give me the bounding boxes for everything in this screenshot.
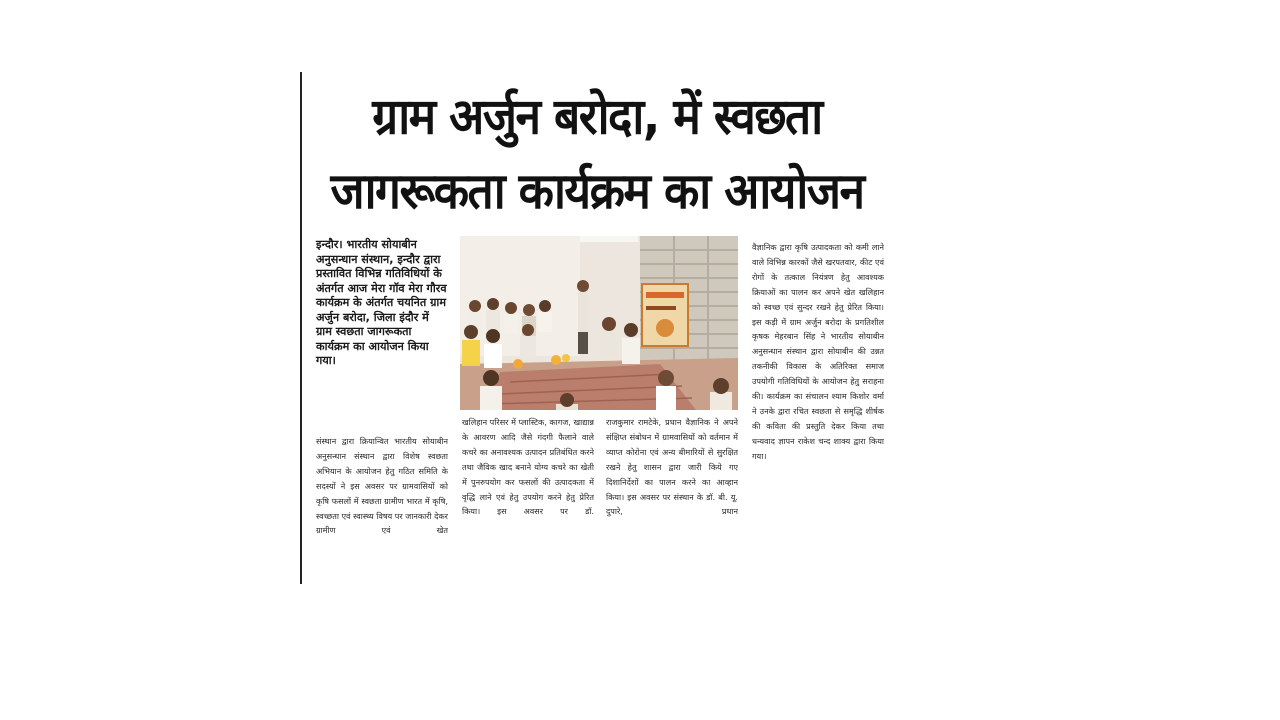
article-column-3 [606, 415, 738, 577]
article-column-2 [462, 415, 594, 577]
article-column-4 [752, 240, 884, 576]
headline-line-2: जागरूकता कार्यक्रम का आयोजन [330, 161, 864, 220]
newspaper-clipping [300, 72, 885, 584]
column-2-text: खलिहान परिसर में प्लास्टिक, कागज, खाद्यान्न के आवरण आदि जैसे गंदगी फैलाने वाले कचरे का अनावश्यक उत्पादन प्रतिबंधित करने तथा जैविक खाद बनाने योग्य कचरे का खेती में पुनरुपयोग कर फसलों की उत्पादकता में वृद्धि लाने एवं हेतु उपयोग करने हेतु प्रेरित किया। इस अवसर पर डॉ. [462, 417, 594, 517]
event-photo [460, 236, 738, 410]
headline-line-1: ग्राम अर्जुन बरोदा, में स्वछता [372, 86, 822, 146]
column-4-text: वैज्ञानिक द्वारा कृषि उत्पादकता को कमी लाने वाले विभिन्न कारकों जैसे खरपतवार, कीट एवं रोगों के तत्काल नियंत्रण हेतु आवश्यक क्रियाओं का पालन कर अपने खेत खलिहान को स्वच्छ एवं सुन्दर रखने हेतु प्रेरित किया। इस कड़ी में ग्राम अर्जुन बरोदा के प्रगतिशील कृषक मेहरबान सिंह ने भारतीय सोयाबीन अनुसन्धान संस्थान द्वारा सोयाबीन की उन्नत तकनीकी विकास के अतिरिक्त समाज उपयोगी गतिविधियों के आयोजन हेतु सराहना की। कार्यक्रम का संचालन श्याम किशोर वर्मा ने उनके द्वारा रचित स्वछता से समृद्धि शीर्षक की कविता की प्रस्तुति देकर किया तथा धन्यवाद ज्ञापन राकेश चन्द शाक्य द्वारा किया गया। [752, 242, 884, 461]
lead-paragraph: इन्दौर। भारतीय सोयाबीन अनुसन्धान संस्थान, इन्दौर द्वारा प्रस्तावित विभिन्न गतिविधियों के अंतर्गत आज मेरा गॉव मेरा गौरव कार्यक्रम के अंतर्गत चयनित ग्राम अर्जुन बरोदा, जिला इंदौर में ग्राम स्वछता जागरूकता कार्यक्रम का आयोजन किया गया। [316, 238, 447, 367]
headline [312, 80, 882, 229]
column-3-text: राजकुमार रामटेके, प्रधान वैज्ञानिक ने अपने संक्षिप्त संबोधन में ग्रामवासियों को वर्तमान में व्याप्त कोरोना एवं अन्य बीमारियों से सुरक्षित रखने हेतु शासन द्वारा जारी किये गए दिशानिर्देशों का पालन करने का आव्हान किया। इस अवसर पर संस्थान के डॉ. बी. यू. दुपारे, प्रधान [606, 417, 738, 517]
article-column-1 [316, 434, 448, 576]
column-rule [300, 72, 302, 584]
column-1-text: संस्थान द्वारा क्रियान्वित भारतीय सोयाबीन अनुसन्धान संस्थान द्वारा विशेष स्वछता अभियान के आयोजन हेतु गठित समिति के सदस्यों ने इस अवसर पर ग्रामवासियों को कृषि फसलों में स्वछता ग्रामीण भारत में कृषि, स्वच्छता एवं स्वास्थ्य विषय पर जानकारी देकर ग्रामीण एवं खेत [316, 436, 448, 536]
